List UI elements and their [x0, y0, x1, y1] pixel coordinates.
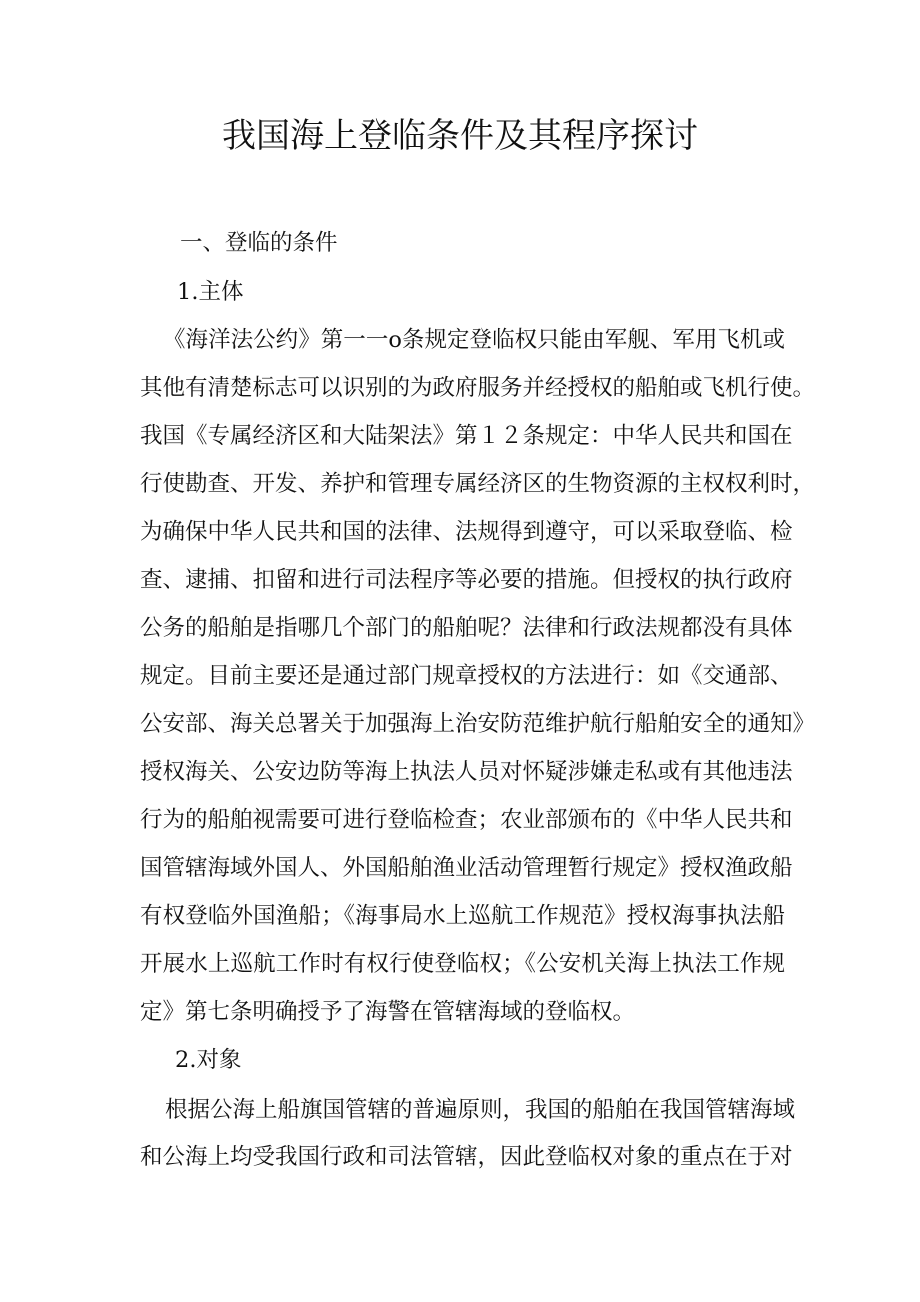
paragraph-line: 定》第七条明确授予了海警在管辖海域的登临权。	[140, 999, 636, 1025]
paragraph-line: 《海洋法公约》第一一o条规定登临权只能由军舰、军用飞机或	[163, 327, 785, 353]
paragraph-line: 开展水上巡航工作时有权行使登临权；《公安机关海上执法工作规	[140, 951, 785, 977]
paragraph-line: 授权海关、公安边防等海上执法人员对怀疑涉嫌走私或有其他违法	[140, 759, 793, 785]
paragraph-line: 根据公海上船旗国管辖的普遍原则，我国的船舶在我国管辖海域	[165, 1097, 796, 1123]
paragraph-line: 国管辖海域外国人、外国船舶渔业活动管理暂行规定》授权渔政船	[140, 855, 793, 881]
paragraph-line: 查、逮捕、扣留和进行司法程序等必要的措施。但授权的执行政府	[140, 567, 793, 593]
paragraph-line: 和公海上均受我国行政和司法管辖，因此登临权对象的重点在于对	[140, 1144, 793, 1170]
subsection-heading: 2.对象	[175, 1047, 242, 1073]
paragraph-line: 行使勘查、开发、养护和管理专属经济区的生物资源的主权权利时，	[140, 471, 816, 497]
paragraph-line: 其他有清楚标志可以识别的为政府服务并经授权的船舶或飞机行使。	[140, 375, 816, 401]
paragraph-line: 公务的船舶是指哪几个部门的船舶呢？法律和行政法规都没有具体	[140, 615, 793, 641]
section-heading: 一、登临的条件	[180, 230, 338, 256]
subsection-heading: 1.主体	[177, 279, 244, 305]
paragraph-line: 规定。目前主要还是通过部门规章授权的方法进行：如《交通部、	[140, 663, 793, 689]
paragraph-line: 公安部、海关总署关于加强海上治安防范维护航行船舶安全的通知》	[140, 711, 816, 737]
paragraph-line: 我国《专属经济区和大陆架法》第１２条规定：中华人民共和国在	[140, 423, 793, 449]
paragraph-line: 有权登临外国渔船；《海事局水上巡航工作规范》授权海事执法船	[140, 903, 785, 929]
document-title: 我国海上登临条件及其程序探讨	[222, 116, 698, 156]
paragraph-line: 为确保中华人民共和国的法律、法规得到遵守，可以采取登临、检	[140, 519, 793, 545]
paragraph-line: 行为的船舶视需要可进行登临检查；农业部颁布的《中华人民共和	[140, 807, 793, 833]
